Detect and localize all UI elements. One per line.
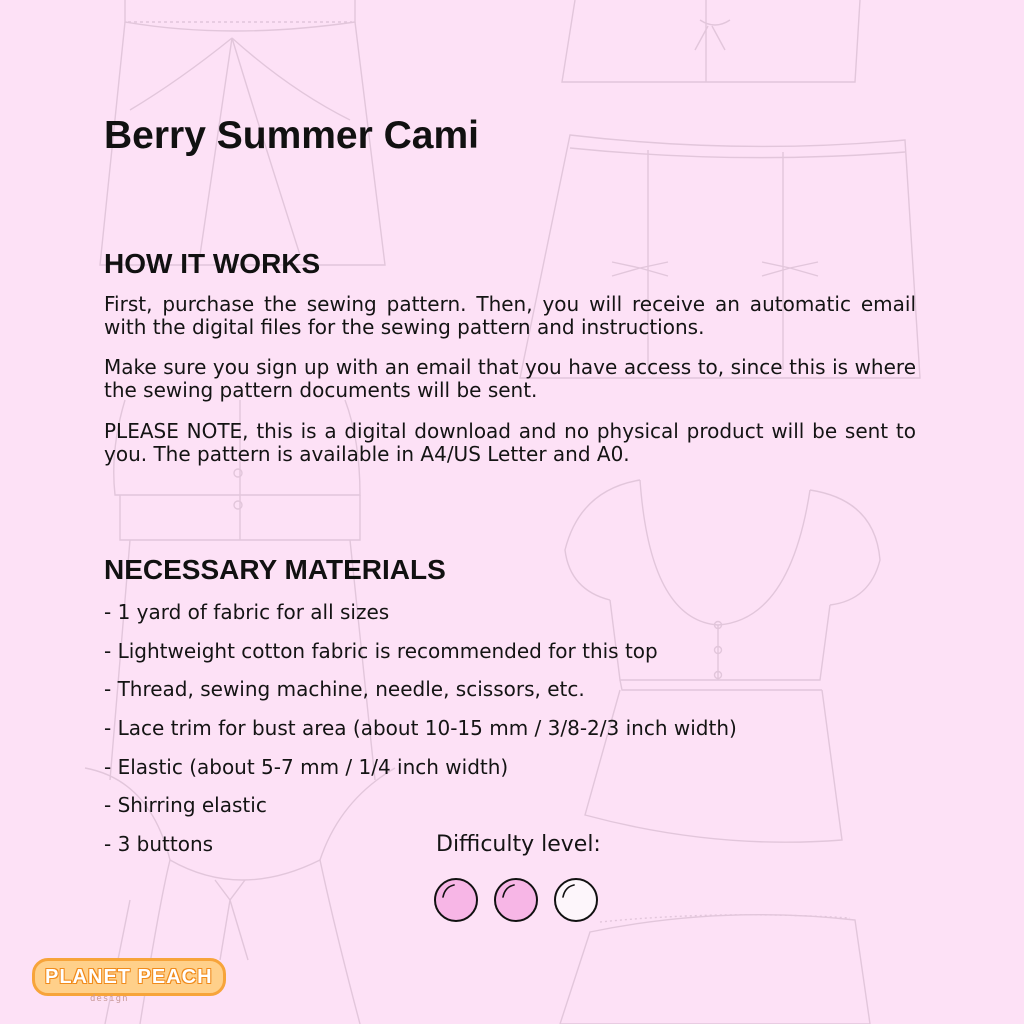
list-item: - Lace trim for bust area (about 10-15 mm / 3/8-2/3 inch width) bbox=[104, 716, 737, 741]
difficulty-rating bbox=[432, 878, 602, 926]
how-it-works-heading: HOW IT WORKS bbox=[104, 248, 321, 279]
difficulty-dot-filled bbox=[435, 879, 477, 921]
brand-logo bbox=[32, 958, 213, 1004]
page-title: Berry Summer Cami bbox=[104, 114, 479, 157]
difficulty-label: Difficulty level: bbox=[436, 832, 601, 857]
difficulty-dot-filled bbox=[495, 879, 537, 921]
how-it-works-paragraph-1: First, purchase the sewing pattern. Then, you will receive an automatic email with the digital files for the sewing pattern and instructions. bbox=[104, 292, 916, 339]
list-item: - 3 buttons bbox=[104, 832, 214, 857]
list-item: - Thread, sewing machine, needle, scissors, etc. bbox=[104, 677, 585, 702]
materials-heading: NECESSARY MATERIALS bbox=[104, 554, 446, 585]
list-item: - Elastic (about 5-7 mm / 1/4 inch width) bbox=[104, 754, 509, 779]
brand-name: PLANET PEACH bbox=[32, 958, 226, 996]
brand-subtitle: design bbox=[90, 994, 129, 1004]
difficulty-dot-empty bbox=[555, 879, 597, 921]
how-it-works-paragraph-2: Make sure you sign up with an email that you have access to, since this is where the sewing pattern documents will be sent. bbox=[104, 355, 916, 402]
list-item: - 1 yard of fabric for all sizes bbox=[104, 600, 390, 624]
materials-list bbox=[104, 599, 737, 870]
how-it-works-paragraph-3: PLEASE NOTE, this is a digital download and no physical product will be sent to you. The pattern is available in A4/US Letter and A0. bbox=[104, 419, 916, 466]
list-item: - Lightweight cotton fabric is recommended for this top bbox=[104, 638, 658, 663]
list-item: - Shirring elastic bbox=[104, 793, 267, 818]
